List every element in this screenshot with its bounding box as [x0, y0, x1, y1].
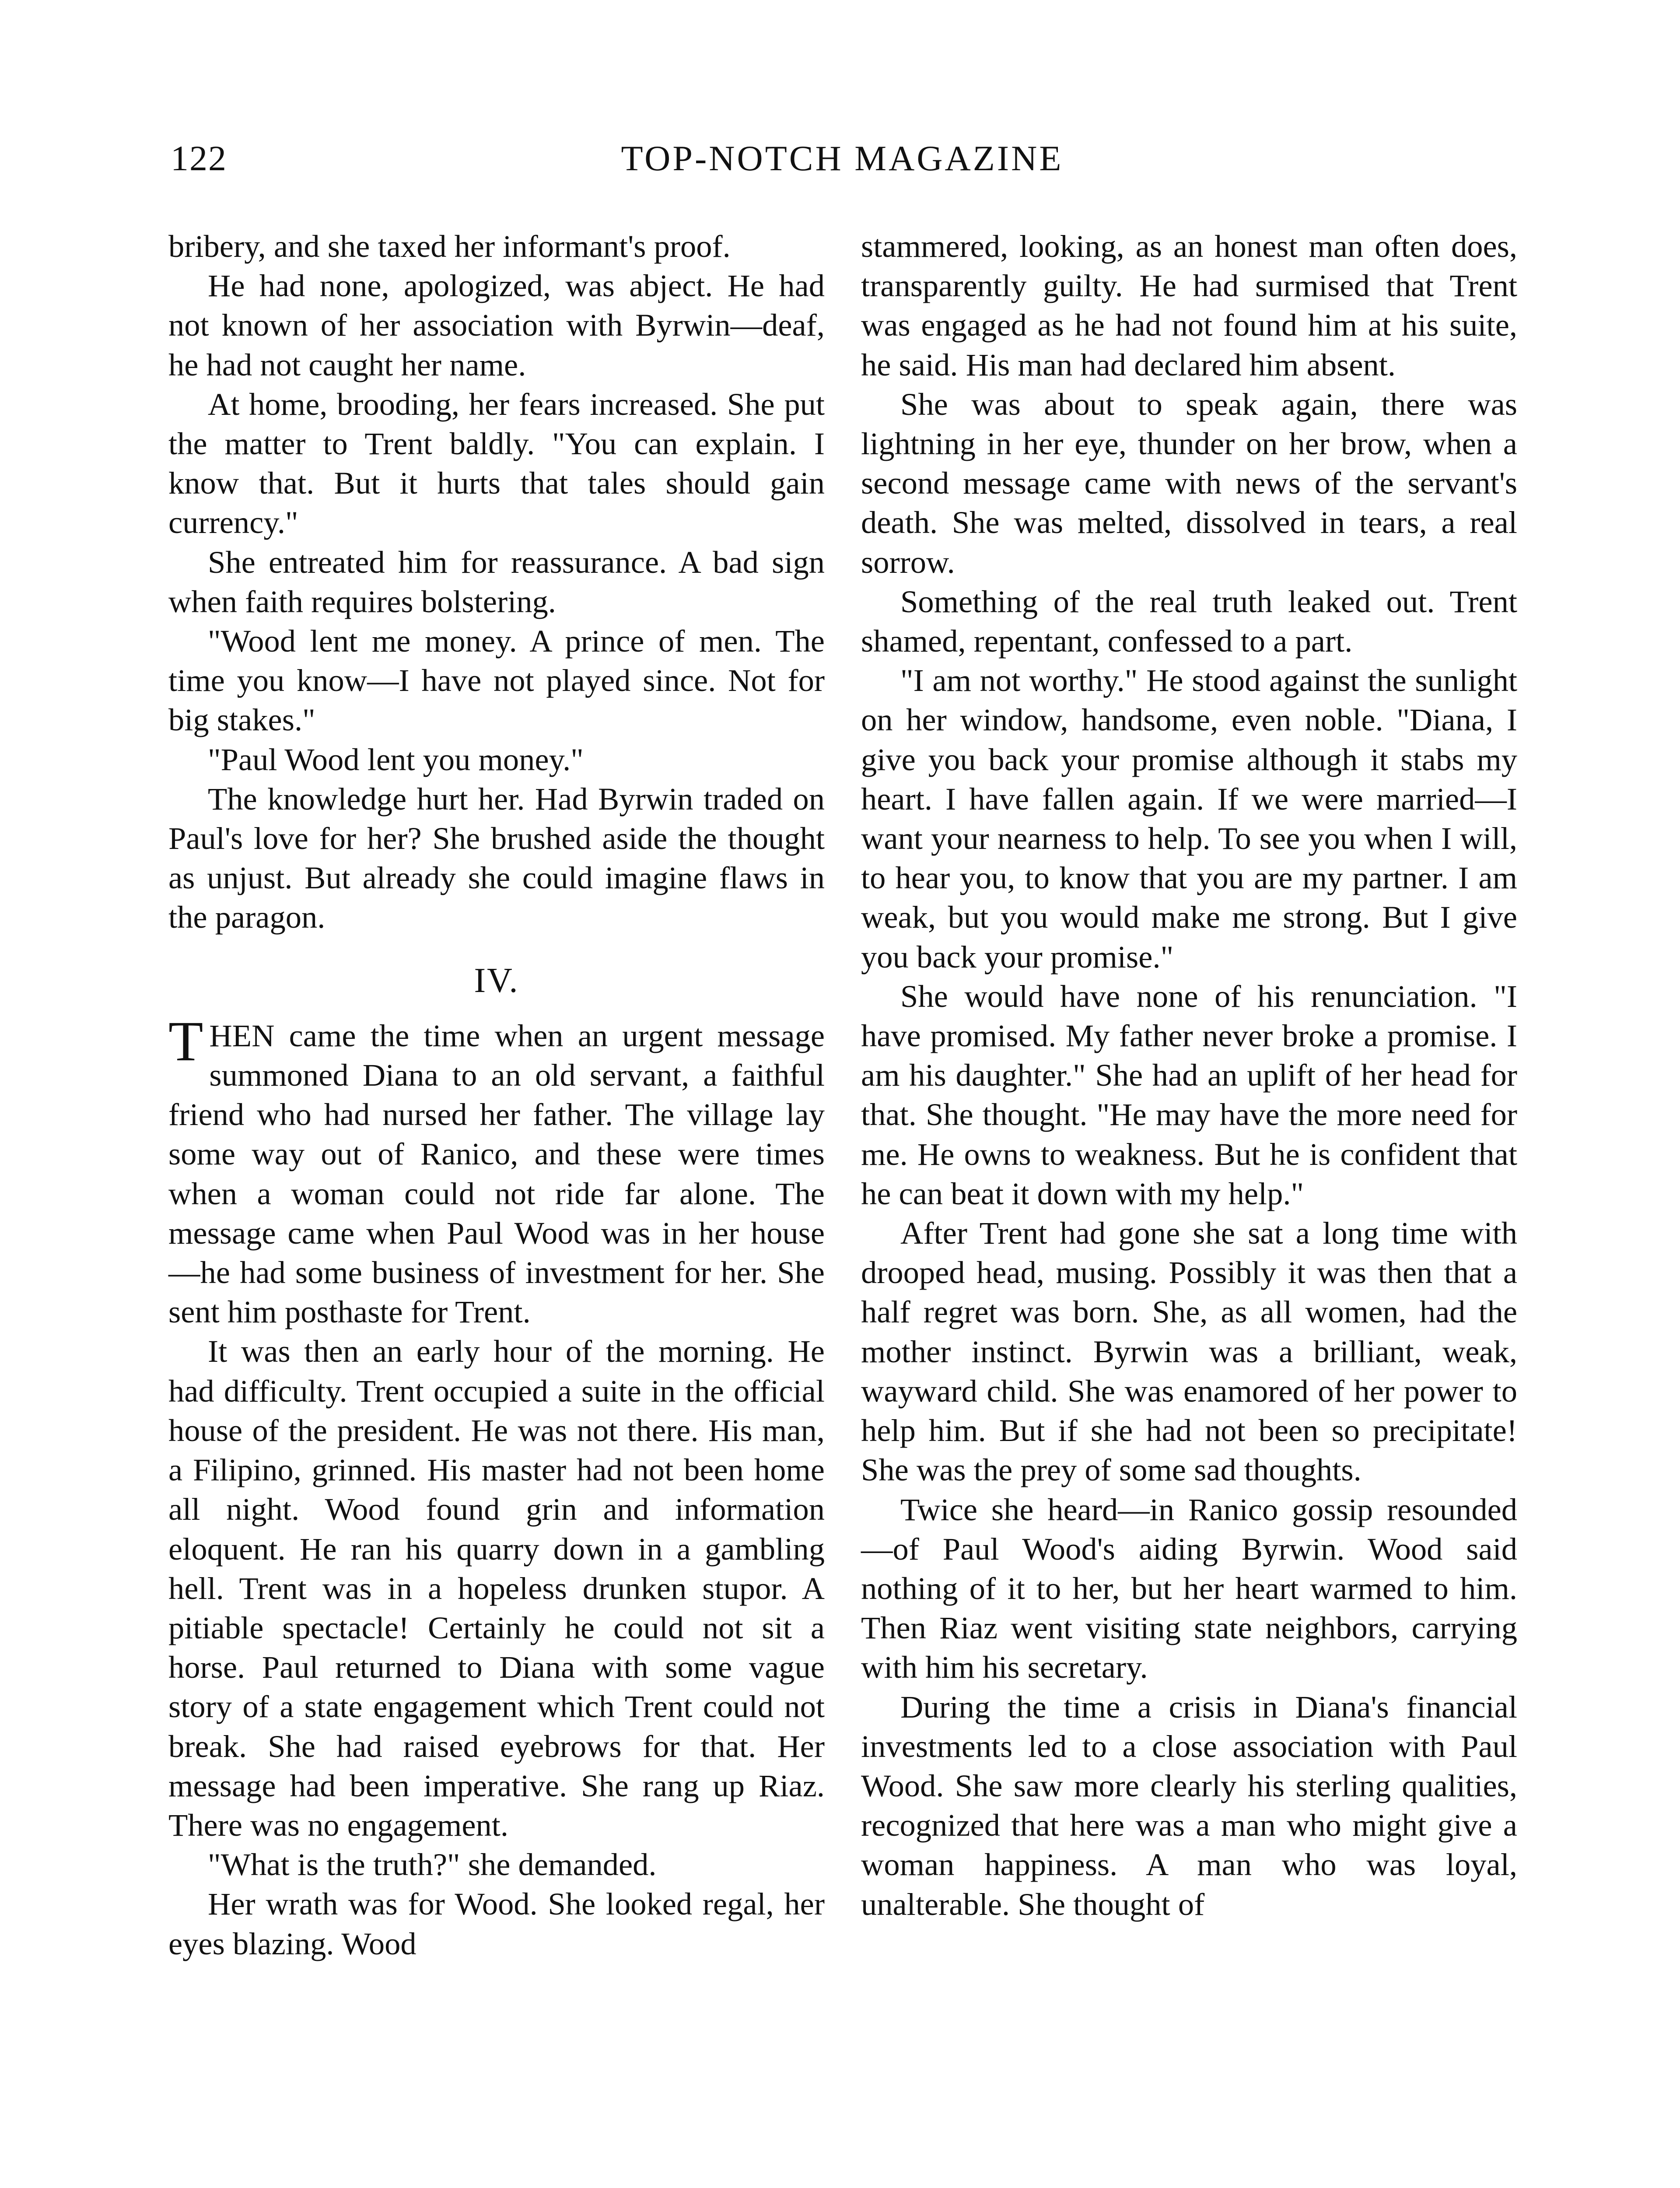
paragraph: "Paul Wood lent you money." [208, 741, 584, 777]
opening-paragraph [168, 1010, 825, 1332]
paragraph: Twice she heard—in Ranico gossip resounded—of Paul Wood's aiding Byrwin. Wood said nothing of it to her, but her heart warmed to him. Then Riaz went visiting state neighbors, carrying with him his secretary. [861, 1491, 1517, 1685]
paragraph: "I am not worthy." He stood against the sunlight on her window, handsome, even noble. "Diana, I give you back your promise although it stabs my heart. I have fallen again. If we were married—I want your nearness to help. To see you when I will, to hear you, to know that you are my partner. I am weak, but you would make me strong. But I give you back your promise." [861, 663, 1517, 975]
paragraph: It was then an early hour of the morning. He had difficulty. Trent occupied a suite in the official house of the president. He was not there. His man, a Filipino, grinned. His master had not been home all night. Wood found grin and information eloquent. He ran his quarry down in a gambling hell. Trent was in a hopeless drunken stupor. A pitiable spectacle! Certainly he could not sit a horse. Paul returned to Diana with some vague story of a state engagement which Trent could not break. She had raised eyebrows for that. Her message had been imperative. She rang up Riaz. There was no engagement. [168, 1333, 825, 1843]
section-heading: IV. [474, 961, 519, 1000]
paragraph-text: HEN came the time when an urgent message summoned Diana to an old servant, a faithful friend who had nursed her father. The village lay some way out of Ranico, and these were times when a woman could not ride far alone. The message came when Paul Wood was in her house—he had some business of investment for her. She sent him posthaste for Trent. [168, 1017, 825, 1330]
page-header [166, 138, 1518, 199]
paragraph: She would have none of his renunciation. "I have promised. My father never broke a promise. I am his daughter." She had an uplift of her head for that. She thought. "He may have the more need for me. He owns to weakness. But he is confident that he can beat it down with my help." [861, 978, 1517, 1211]
paragraph: He had none, apologized, was abject. He had not known of her association with Byrwin—deaf, he had not caught her name. [168, 268, 825, 382]
paragraph: "Wood lent me money. A prince of men. The time you know—I have not played since. Not for big stakes." [168, 623, 825, 738]
paragraph: After Trent had gone she sat a long time with drooped head, musing. Possibly it was then that a half regret was born. She, as all women, had the mother instinct. Byrwin was a brilliant, weak, wayward child. She was enamored of her power to help him. But if she had not been so precipitate! She was the prey of some sad thoughts. [861, 1215, 1517, 1488]
left-column [168, 227, 825, 1964]
paragraph: bribery, and she taxed her informant's proof. [168, 228, 731, 264]
paragraph: Something of the real truth leaked out. Trent shamed, repentant, confessed to a part. [861, 583, 1517, 659]
paragraph: She entreated him for reassurance. A bad sign when faith requires bolstering. [168, 544, 825, 619]
paragraph: The knowledge hurt her. Had Byrwin traded on Paul's love for her? She brushed aside the thought as unjust. But already she could imagine flaws in the paragon. [168, 781, 825, 935]
magazine-title: TOP-NOTCH MAGAZINE [621, 138, 1064, 178]
drop-cap: T [168, 1010, 203, 1073]
paragraph: "What is the truth?" she demanded. [208, 1847, 657, 1883]
page-number: 122 [171, 138, 227, 178]
paragraph: Her wrath was for Wood. She looked regal, her eyes blazing. Wood [168, 1886, 825, 1961]
paragraph: During the time a crisis in Diana's financial investments led to a close association with Paul Wood. She saw more clearly his sterling qualities, recognized that here was a man who might give a woman happiness. A man who was loyal, unalterable. She thought of [861, 1689, 1517, 1922]
paragraph: stammered, looking, as an honest man often does, transparently guilty. He had surmised that Trent was engaged as he had not found him at his suite, he said. His man had declared him absent. [861, 228, 1517, 382]
paragraph: She was about to speak again, there was lightning in her eye, thunder on her brow, when a second message came with news of the servant's death. She was melted, dissolved in tears, a real sorrow. [861, 386, 1517, 580]
right-column [861, 227, 1517, 1924]
paragraph: At home, brooding, her fears increased. She put the matter to Trent baldly. "You can explain. I know that. But it hurts that tales should gain currency." [168, 386, 825, 540]
